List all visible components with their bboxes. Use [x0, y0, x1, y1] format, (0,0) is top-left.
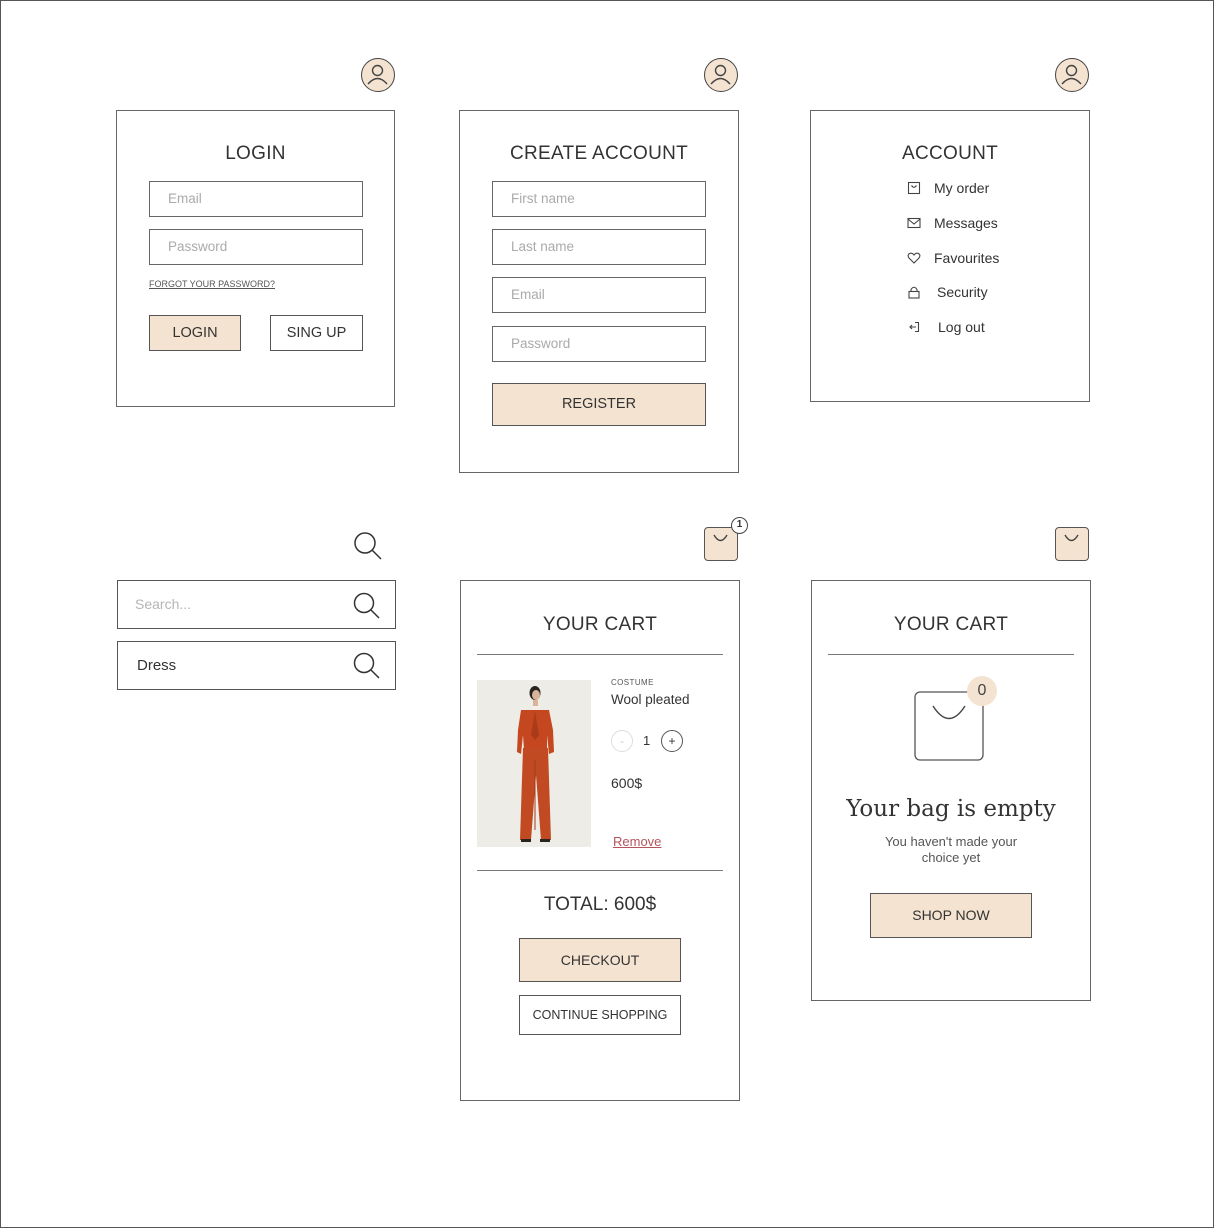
first-name-field[interactable]: First name [492, 181, 706, 217]
account-item-favourites[interactable] [907, 250, 999, 266]
product-price: 600$ [611, 775, 643, 791]
empty-cart-heading: Your bag is empty [846, 796, 1056, 822]
lock-icon [907, 285, 921, 299]
cart-bag-icon[interactable] [704, 527, 738, 561]
quantity-value: 1 [643, 733, 651, 748]
search-icon[interactable] [352, 530, 384, 562]
shop-now-button[interactable]: SHOP NOW [870, 893, 1032, 938]
search-icon[interactable] [352, 591, 382, 621]
continue-shopping-button[interactable]: CONTINUE SHOPPING [519, 995, 681, 1035]
account-item-logout[interactable] [907, 319, 985, 335]
product-image[interactable] [477, 680, 591, 847]
account-item-label: Log out [938, 319, 985, 335]
divider [477, 870, 723, 871]
cart-panel [460, 580, 740, 1101]
account-item-label: My order [934, 180, 990, 196]
product-category: COSTUME [611, 678, 654, 687]
search-input[interactable]: Search... [135, 596, 192, 612]
user-avatar-icon[interactable] [704, 58, 738, 92]
login-button[interactable]: LOGIN [149, 315, 241, 351]
empty-cart-count-badge: 0 [967, 676, 997, 706]
login-title: LOGIN [225, 143, 286, 164]
password-field[interactable]: Password [492, 326, 706, 362]
search-icon[interactable] [352, 651, 382, 681]
account-panel [810, 110, 1090, 402]
account-item-my-order[interactable] [907, 180, 989, 196]
checkout-button[interactable]: CHECKOUT [519, 938, 681, 982]
cart-title: YOUR CART [542, 614, 658, 635]
account-item-label: Messages [934, 215, 998, 231]
search-bar-filled[interactable] [117, 641, 396, 690]
account-item-label: Security [937, 284, 988, 300]
account-title: ACCOUNT [901, 143, 999, 164]
account-item-messages[interactable] [907, 215, 998, 231]
divider [477, 654, 723, 655]
product-name: Wool pleated [611, 692, 690, 707]
empty-cart-panel [811, 580, 1091, 1001]
divider [828, 654, 1074, 655]
quantity-decrease-button[interactable]: - [611, 730, 633, 752]
account-item-security[interactable] [907, 284, 988, 300]
cart-total: TOTAL: 600$ [543, 894, 657, 915]
empty-cart-title: YOUR CART [893, 614, 1009, 635]
register-button[interactable]: REGISTER [492, 383, 706, 426]
empty-cart-message-line1: You haven't made your [884, 834, 1018, 849]
remove-link[interactable]: Remove [613, 834, 662, 849]
empty-cart-message-line2: choice yet [921, 850, 981, 865]
quantity-increase-button[interactable]: + [661, 730, 683, 752]
email-field[interactable]: Email [149, 181, 363, 217]
forgot-password-link[interactable]: FORGOT YOUR PASSWORD? [149, 279, 276, 289]
order-icon [907, 181, 921, 195]
account-item-label: Favourites [934, 250, 1000, 266]
register-panel [459, 110, 739, 473]
register-title: CREATE ACCOUNT [509, 143, 689, 164]
cart-bag-icon[interactable] [1055, 527, 1089, 561]
search-input[interactable]: Dress [137, 657, 177, 674]
cart-count-badge: 1 [731, 517, 748, 534]
mail-icon [907, 216, 921, 230]
logout-icon [907, 320, 921, 334]
user-avatar-icon[interactable] [1055, 58, 1089, 92]
signup-button[interactable]: SING UP [270, 315, 363, 351]
login-panel [116, 110, 395, 407]
password-field[interactable]: Password [149, 229, 363, 265]
search-bar-empty[interactable] [117, 580, 396, 629]
email-field[interactable]: Email [492, 277, 706, 313]
user-avatar-icon[interactable] [361, 58, 395, 92]
last-name-field[interactable]: Last name [492, 229, 706, 265]
heart-icon [907, 251, 921, 265]
